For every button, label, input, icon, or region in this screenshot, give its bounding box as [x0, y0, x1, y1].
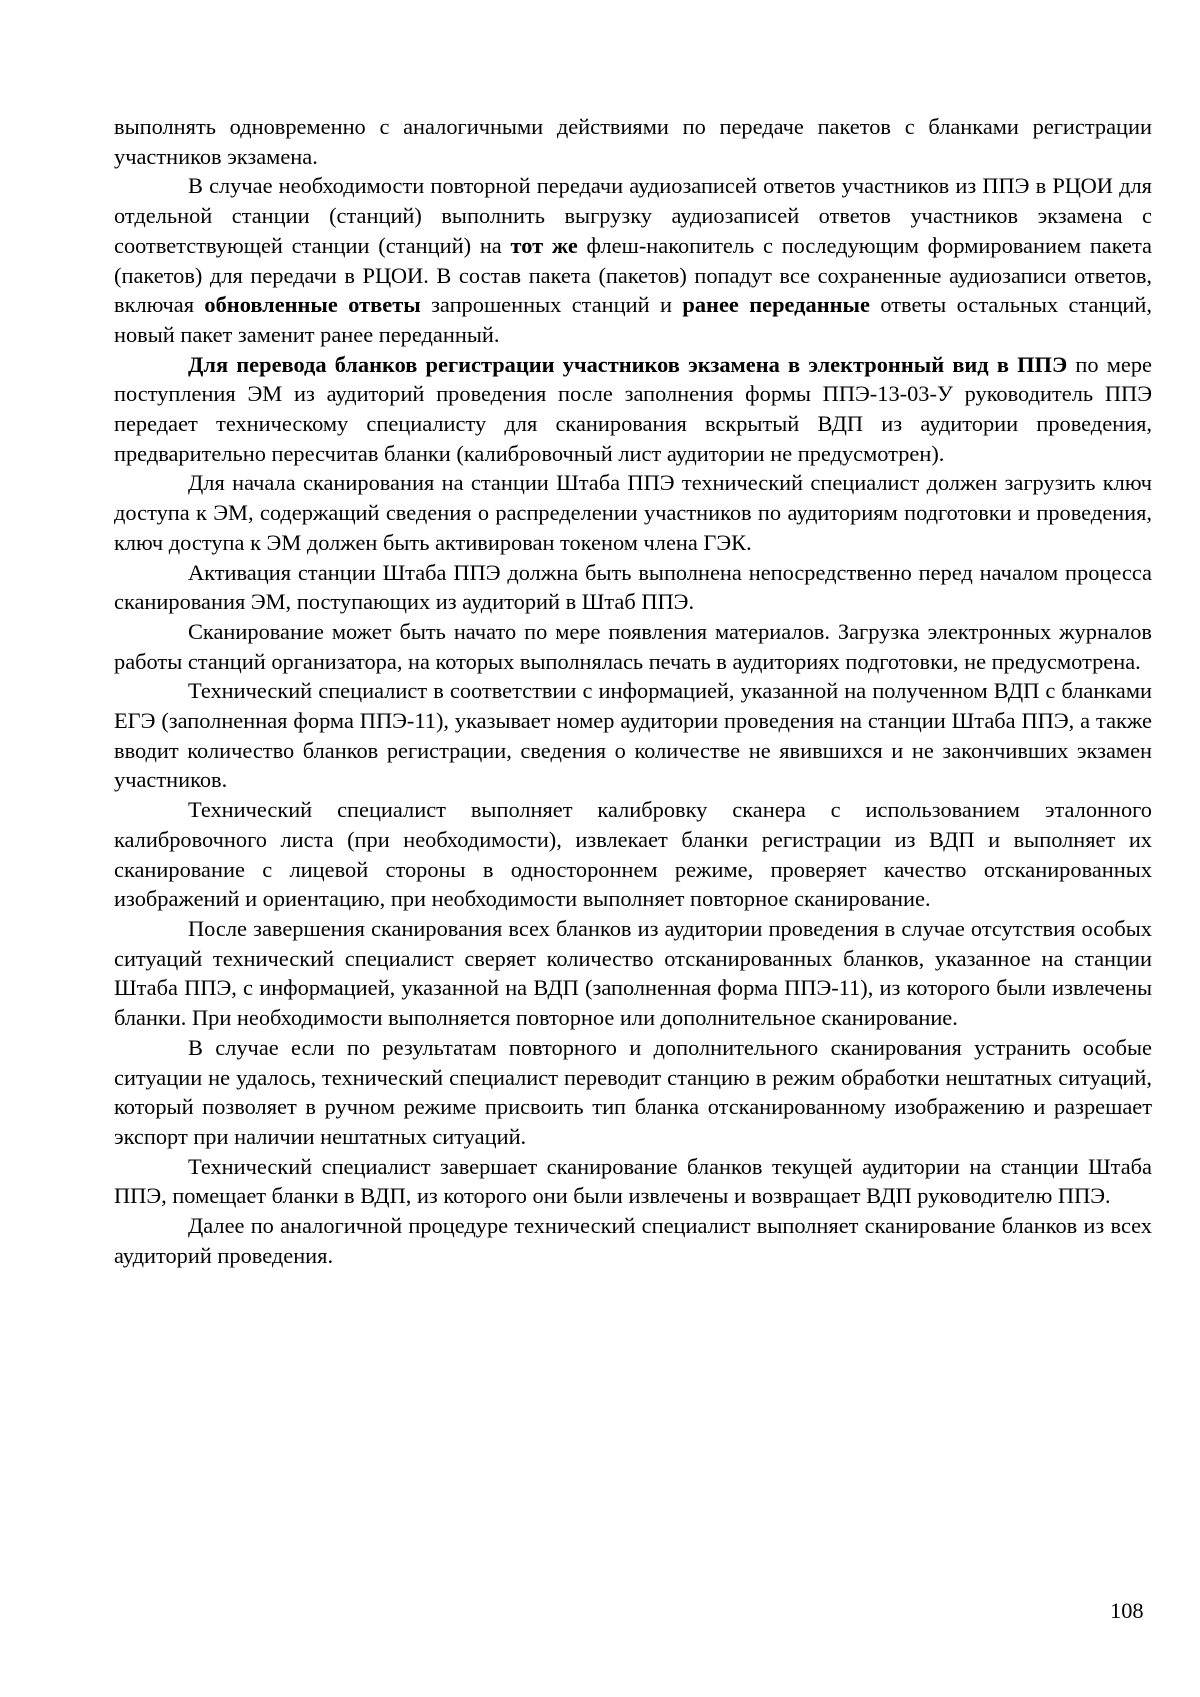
paragraph-text: запрошенных станций и: [420, 292, 683, 318]
paragraph-text: Сканирование может быть начато по мере появления материалов. Загрузка электронных журналов работы станций организатора, на которых выполнялась печать в аудиториях подготовки, не предусмотрена.: [114, 618, 1152, 674]
paragraph-text: Технический специалист выполняет калибровку сканера с использованием эталонного калибровочного листа (при необходимости), извлекает бланки регистрации из ВДП и выполняет их сканирование с лицевой стороны в одностороннем режиме, проверяет качество отсканированных изображений и ориентацию, при необходимости выполняет повторное сканирование.: [114, 797, 1152, 912]
paragraph-text: по мере поступления ЭМ из аудиторий проведения после заполнения формы ППЭ-13-03-У руководитель ППЭ передает техническому специалисту для сканирования вскрытый ВДП из аудитории проведения, предварительно пересчитав бланки (калибровочный лист аудитории не предусмотрен).: [114, 351, 1152, 466]
paragraph-8: [114, 795, 1152, 914]
paragraph-text: Технический специалист завершает сканирование бланков текущей аудитории на станции Штаба ППЭ, помещает бланки в ВДП, из которого они были извлечены и возвращает ВДП руководителю ППЭ.: [114, 1153, 1152, 1209]
paragraph-text: флеш-накопитель с последующим формированием пакета (пакетов) для передачи в РЦОИ. В состав пакета (пакетов) попадут все сохраненные аудиозаписи ответов, включая: [114, 232, 1152, 318]
paragraph-12: [114, 1211, 1152, 1270]
paragraph-7: [114, 676, 1152, 795]
bold-emphasis: тот же: [510, 232, 578, 258]
paragraph-text: В случае необходимости повторной передачи аудиозаписей ответов участников из ППЭ в РЦОИ для отдельной станции (станций) выполнить выгрузку аудиозаписей ответов участников экзамена с соответствующей станции (станций) на: [114, 173, 1152, 258]
paragraph-6: [114, 617, 1152, 676]
paragraph-11: [114, 1152, 1152, 1211]
paragraph-text: Активация станции Штаба ППЭ должна быть выполнена непосредственно перед началом процесса сканирования ЭМ, поступающих из аудиторий в Штаб ППЭ.: [114, 559, 1152, 615]
paragraph-text: выполнять одновременно с аналогичными действиями по передаче пакетов с бланками регистрации участников экзамена.: [114, 114, 1152, 169]
paragraph-text: Технический специалист в соответствии с информацией, указанной на полученном ВДП с бланками ЕГЭ (заполненная форма ППЭ-11), указывает номер аудитории проведения на станции Штаба ППЭ, а также вводит количество бланков регистрации, сведения о количестве не явившихся и не закончивших экзамен участников.: [114, 678, 1152, 793]
bold-emphasis: ранее переданные: [682, 292, 870, 318]
paragraph-4: [114, 468, 1152, 557]
paragraph-text: ответы остальных станций, новый пакет заменит ранее переданный.: [114, 292, 1152, 347]
page-number: 108: [1110, 1598, 1144, 1623]
paragraph-2: [114, 171, 1152, 349]
paragraph-9: [114, 914, 1152, 1033]
paragraph-5: [114, 558, 1152, 617]
paragraph-text: После завершения сканирования всех бланков из аудитории проведения в случае отсутствия особых ситуаций технический специалист сверяет количество отсканированных бланков, указанное на станции Штаба ППЭ, с информацией, указанной на ВДП (заполненная форма ППЭ-11), из которого были извлечены бланки. При необходимости выполняется повторное или дополнительное сканирование.: [114, 915, 1152, 1031]
paragraph-text: Далее по аналогичной процедуре технический специалист выполняет сканирование бланков из всех аудиторий проведения.: [114, 1213, 1152, 1268]
paragraph-text: В случае если по результатам повторного и дополнительного сканирования устранить особые ситуации не удалось, технический специалист переводит станцию в режим обработки нештатных ситуаций, который позволяет в ручном режиме присвоить тип бланка отсканированному изображению и разрешает экспорт при наличии нештатных ситуаций.: [114, 1034, 1152, 1149]
paragraph-3: [114, 350, 1152, 469]
paragraph-1: [114, 112, 1152, 171]
bold-emphasis: обновленные ответы: [204, 292, 421, 318]
document-body: [114, 112, 1152, 1270]
paragraph-10: [114, 1033, 1152, 1152]
bold-emphasis: Для перевода бланков регистрации участников экзамена в электронный вид в ППЭ: [188, 351, 1068, 377]
paragraph-text: Для начала сканирования на станции Штаба ППЭ технический специалист должен загрузить ключ доступа к ЭМ, содержащий сведения о распределении участников по аудиториям подготовки и проведения, ключ доступа к ЭМ должен быть активирован токеном члена ГЭК.: [114, 470, 1152, 555]
